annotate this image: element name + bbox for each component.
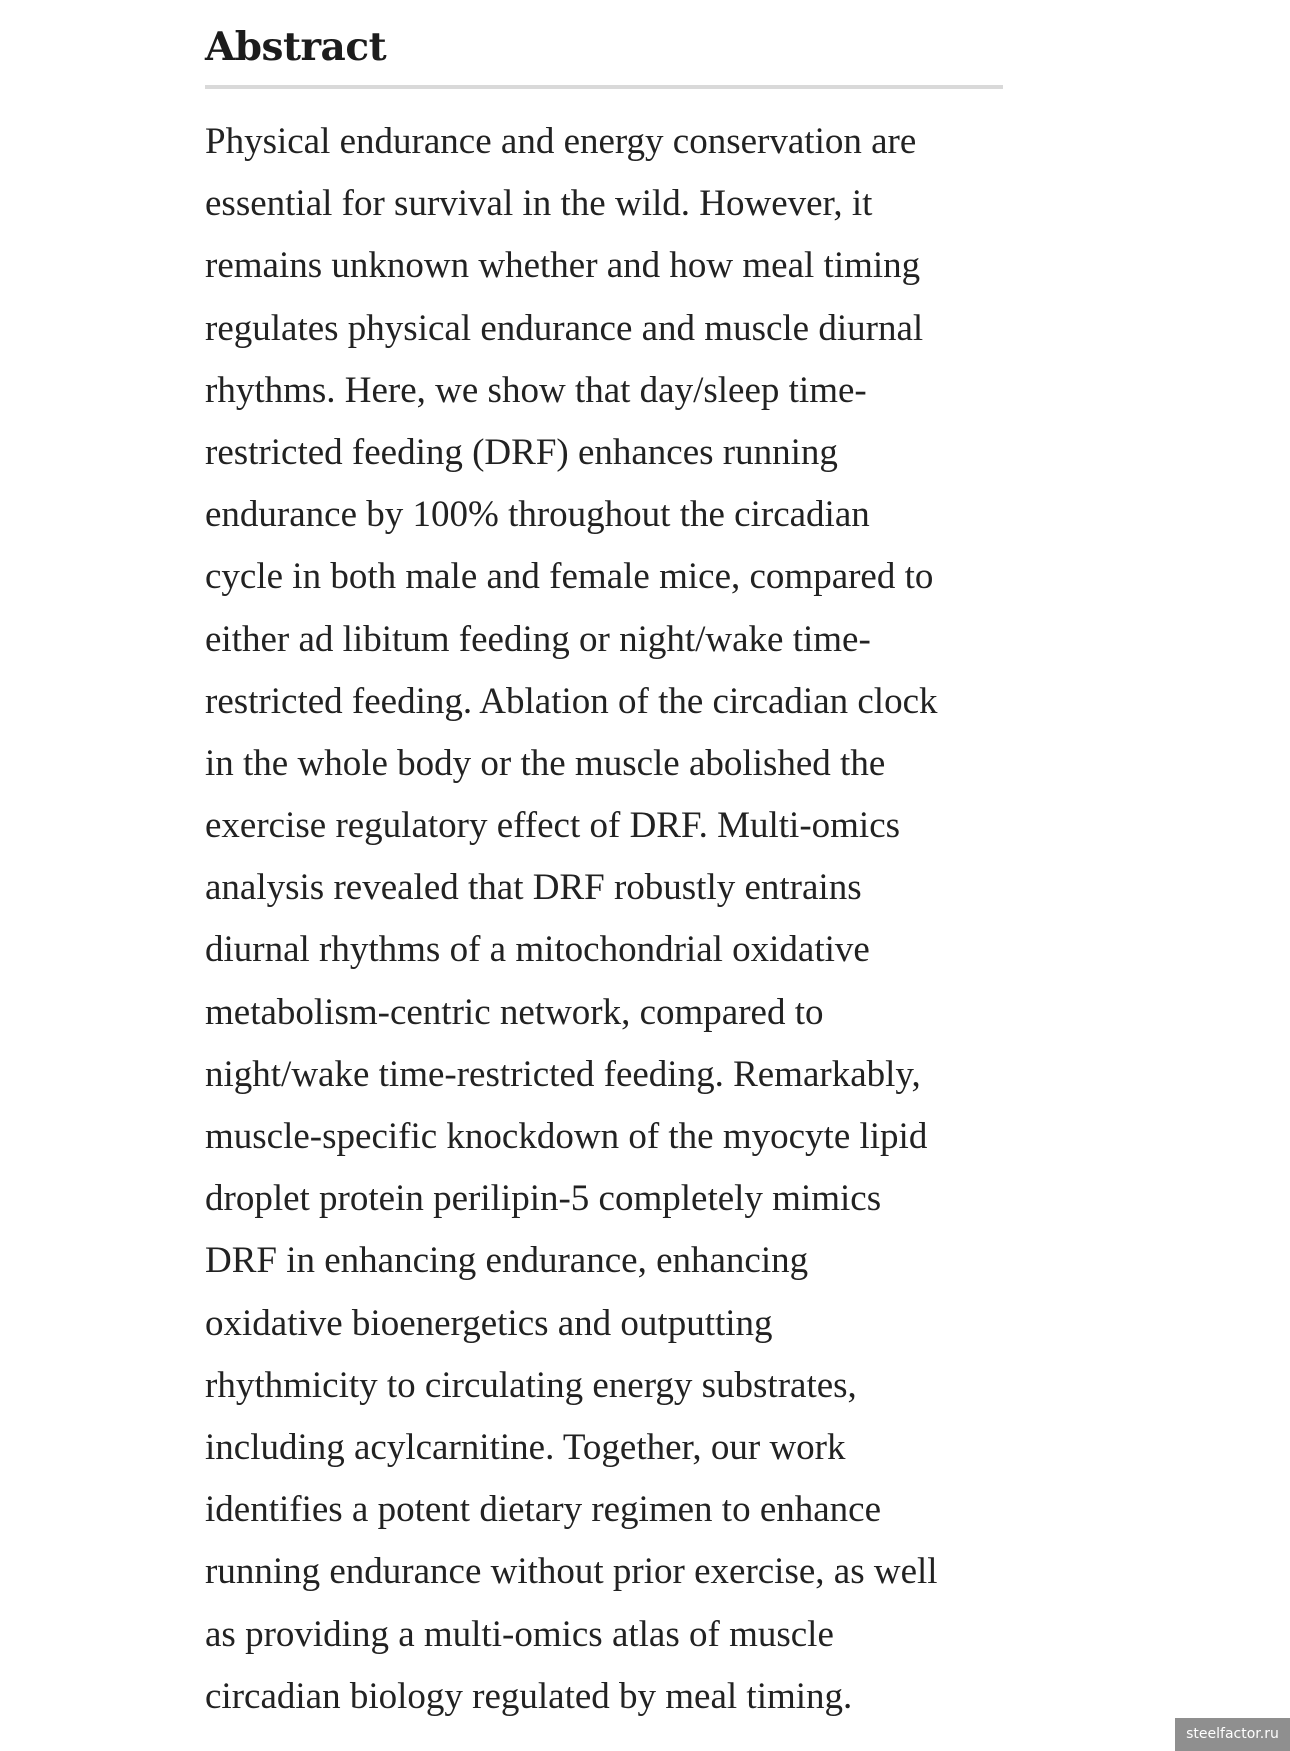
abstract-line: including acylcarnitine. Together, our work [205, 1426, 846, 1468]
abstract-line: diurnal rhythms of a mitochondrial oxidative [205, 929, 870, 971]
abstract-line: circadian biology regulated by meal timing. [205, 1675, 853, 1717]
abstract-line: exercise regulatory effect of DRF. Multi-omics [205, 805, 901, 847]
abstract-line: in the whole body or the muscle abolished the [205, 742, 886, 784]
abstract-line: droplet protein perilipin-5 completely mimics [205, 1178, 882, 1220]
abstract-line: running endurance without prior exercise, as well [205, 1551, 938, 1593]
abstract-body [205, 111, 1005, 1728]
abstract-section [205, 16, 1005, 1728]
abstract-line: regulates physical endurance and muscle diurnal [205, 307, 924, 349]
abstract-line: as providing a multi-omics atlas of muscle [205, 1613, 834, 1655]
abstract-line: restricted feeding (DRF) enhances running [205, 431, 838, 473]
abstract-line: rhythms. Here, we show that day/sleep time- [205, 369, 867, 411]
abstract-line: DRF in enhancing endurance, enhancing [205, 1240, 809, 1282]
abstract-line: endurance by 100% throughout the circadian [205, 494, 870, 536]
abstract-line: essential for survival in the wild. However, it [205, 183, 873, 225]
abstract-line: rhythmicity to circulating energy substrates, [205, 1364, 857, 1406]
abstract-line: identifies a potent dietary regimen to enhance [205, 1489, 882, 1531]
abstract-line: remains unknown whether and how meal timing [205, 245, 921, 287]
abstract-line: night/wake time-restricted feeding. Remarkably, [205, 1053, 921, 1095]
abstract-line: analysis revealed that DRF robustly entrains [205, 867, 862, 909]
abstract-heading: Abstract [205, 24, 387, 70]
abstract-line: muscle-specific knockdown of the myocyte lipid [205, 1116, 928, 1157]
watermark-label: steelfactor.ru [1175, 1718, 1290, 1751]
abstract-line: metabolism-centric network, compared to [205, 991, 824, 1033]
abstract-line: restricted feeding. Ablation of the circadian clock [205, 680, 938, 722]
abstract-line: either ad libitum feeding or night/wake time- [205, 618, 871, 660]
abstract-line: Physical endurance and energy conservation are [205, 121, 917, 162]
abstract-line: oxidative bioenergetics and outputting [205, 1302, 773, 1344]
abstract-line: cycle in both male and female mice, compared to [205, 556, 934, 598]
heading-divider [205, 85, 1003, 89]
